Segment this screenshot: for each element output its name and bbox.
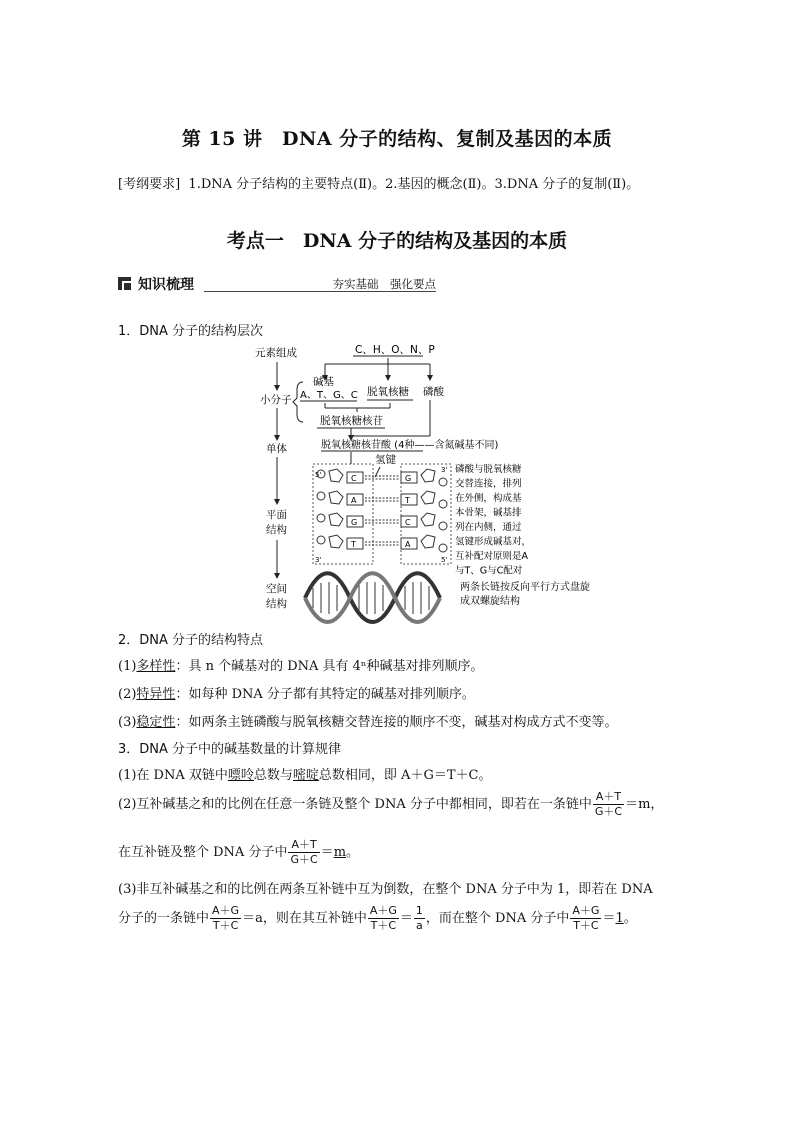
pairing-note-line: 本骨架，碱基排	[455, 507, 522, 519]
heading-base-count-rules: 3．DNA 分子中的碱基数量的计算规律	[118, 742, 342, 757]
sugar-pentagon-left	[329, 469, 343, 482]
pairing-note-line: 互补配对原则是A	[455, 551, 528, 562]
pairing-note-line: 磷酸与脱氧核糖	[455, 464, 522, 475]
base-list: A、T、G、C	[300, 390, 358, 401]
frac-den: T＋C	[370, 919, 397, 932]
end-5-top: 5'	[315, 471, 322, 479]
phosphate-circle-right	[439, 500, 447, 508]
frac-num: A＋T	[593, 790, 624, 805]
section-bar-label: 知识梳理	[138, 277, 194, 293]
feature-text: ：如两条主链磷酸与脱氧核糖交替连接的顺序不变，碱基对构成方式不变等。	[175, 715, 618, 730]
nucleoside-label: 脱氧核糖核苷	[320, 415, 383, 427]
phosphate-circle-right	[439, 522, 447, 530]
pairing-note-line: 交替连接，排列	[455, 478, 522, 490]
feature-key: 多样性	[136, 659, 176, 674]
exam-requirements	[118, 173, 639, 192]
base-letter-left: C	[351, 474, 357, 483]
rule2-eq: ＝m，	[625, 797, 664, 812]
rule-1	[118, 764, 491, 783]
pairing-note-line: 在外侧，构成基	[455, 493, 522, 504]
rule1-a: (1)在 DNA 双链中	[118, 768, 228, 783]
feature-prefix: (1)	[118, 659, 137, 674]
pairing-note	[455, 463, 531, 577]
feature-key: 特异性	[136, 687, 176, 702]
sugar-pentagon-left	[329, 491, 343, 504]
phosphate-circle-right	[439, 478, 447, 486]
feature-diversity	[118, 655, 484, 674]
fraction-at-gc	[288, 838, 319, 867]
frac-den: a	[416, 919, 423, 932]
rule2-line2: 在互补链及整个 DNA 分子中	[118, 845, 288, 860]
rule-3-line-1: (3)非互补碱基之和的比例在两条互补链中互为倒数，在整个 DNA 分子中为 1，即若在 DNA	[118, 882, 653, 897]
rule2-end: 。	[346, 845, 360, 860]
phosphate-circle-left	[317, 536, 325, 544]
rule2-text: (2)互补碱基之和的比例在任意一条链及整个 DNA 分子中都相同，即若在一条链中	[118, 797, 592, 812]
helix-note-1: 两条长链按反向平行方式盘旋	[460, 582, 590, 593]
rule3-answer: 1	[615, 911, 624, 926]
sugar-pentagon-right	[421, 469, 435, 482]
rule1-c: 总数与	[253, 768, 293, 783]
dna-structure-figure	[255, 340, 590, 615]
phosphate-circle-left	[317, 492, 325, 500]
requirements-label: [考纲要求]	[118, 177, 181, 192]
feature-stability	[118, 711, 617, 730]
base-letter-right: T	[405, 496, 410, 505]
base-letter-right: A	[405, 540, 411, 549]
ladder-group	[317, 469, 447, 552]
phosphate-label: 磷酸	[423, 386, 444, 398]
base-letter-right: G	[405, 474, 412, 483]
frac-num: A＋G	[369, 904, 397, 917]
fraction-ag-tc	[210, 904, 241, 933]
level-xiaofenzi: 小分子	[260, 394, 292, 406]
feature-prefix: (3)	[118, 715, 137, 730]
feature-text: ：具 n 个碱基对的 DNA 具有 4ⁿ种碱基对排列顺序。	[175, 659, 484, 674]
rule-3-line-2	[118, 904, 637, 933]
frac-num: A＋G	[572, 904, 600, 917]
nucleotide-label: 脱氧核糖核苷酸 (4种——含氮碱基不同)	[321, 440, 499, 451]
pairing-note-line: 氢键形成碱基对，	[455, 536, 532, 548]
rule1-pyrimidine: 嘧啶	[292, 768, 319, 783]
section-bar	[118, 272, 436, 294]
fraction-one-over-a	[414, 904, 425, 933]
frac-num: A＋G	[212, 904, 240, 917]
frac-num: A＋T	[288, 838, 319, 853]
fraction-ag-tc	[570, 904, 601, 933]
feature-prefix: (2)	[118, 687, 137, 702]
rule2-eq2: ＝	[320, 845, 334, 860]
base-letter-left: T	[351, 540, 356, 549]
level-pingmian-2: 结构	[266, 524, 287, 536]
heading-structure-features: 2．DNA 分子的结构特点	[118, 633, 264, 648]
end-5-bottom: 5'	[441, 556, 448, 564]
rule-2-line-2	[118, 838, 359, 867]
base-label: 碱基	[313, 376, 334, 388]
double-helix-icon	[305, 573, 440, 622]
deoxyribose-label: 脱氧核糖	[367, 386, 409, 398]
level-kongjian-1: 空间	[266, 583, 287, 595]
base-letter-left: G	[351, 518, 358, 527]
base-letter-left: A	[351, 496, 357, 505]
phosphate-circle-right	[439, 544, 447, 552]
sugar-pentagon-right	[421, 513, 435, 526]
heading-structure-levels: 1．DNA 分子的结构层次	[118, 324, 264, 339]
page-title: 第 15 讲 DNA 分子的结构、复制及基因的本质	[181, 128, 613, 150]
rule2-answer: m	[333, 845, 347, 860]
level-pingmian-1: 平面	[266, 509, 287, 521]
rule3-eq2: ＝	[399, 911, 413, 926]
feature-key: 稳定性	[136, 715, 176, 730]
frac-den: G＋C	[594, 805, 623, 818]
pairing-note-line: 与T、G与C配对	[455, 565, 523, 577]
hydrogen-bond-label: 氢键	[375, 454, 396, 466]
pairing-note-line: 列在内侧，通过	[455, 522, 522, 533]
rule3-eq3: ＝	[602, 911, 616, 926]
elements-text: C、H、O、N、P	[355, 344, 435, 356]
frac-den: T＋C	[573, 919, 599, 932]
rule3-mid: ，而在整个 DNA 分子中	[425, 911, 570, 926]
rule3-eq-a: ＝a，则在其互补链中	[242, 911, 367, 926]
rule-2-line-1	[118, 790, 663, 819]
end-3-bottom: 3'	[315, 556, 322, 564]
frac-num: 1	[415, 904, 423, 917]
requirements-text: 1.DNA 分子结构的主要特点(Ⅱ)。2.基因的概念(Ⅱ)。3.DNA 分子的复制(Ⅱ)。	[188, 177, 640, 192]
feature-text: ：如每种 DNA 分子都有其特定的碱基对排列顺序。	[175, 687, 475, 702]
level-danti: 单体	[266, 443, 287, 455]
frac-den: T＋C	[212, 919, 239, 932]
feature-specificity	[118, 683, 475, 702]
fraction-at-gc	[593, 790, 624, 819]
section-title: 考点一 DNA 分子的结构及基因的本质	[226, 230, 568, 252]
section-bar-tag: 夯实基础 强化要点	[332, 277, 436, 291]
level-kongjian-2: 结构	[266, 598, 287, 610]
helix-note-2: 成双螺旋结构	[460, 596, 520, 607]
sugar-pentagon-right	[421, 535, 435, 548]
sugar-pentagon-left	[329, 535, 343, 548]
sugar-pentagon-left	[329, 513, 343, 526]
phosphate-circle-left	[317, 514, 325, 522]
rule3-text: 分子的一条链中	[118, 911, 210, 926]
base-letter-right: C	[405, 518, 411, 527]
rule1-e: 总数相同，即 A＋G＝T＋C。	[318, 768, 492, 783]
frac-den: G＋C	[290, 853, 318, 866]
rule1-purine: 嘌呤	[227, 768, 254, 783]
fraction-ag-tc	[368, 904, 399, 933]
sugar-pentagon-right	[421, 491, 435, 504]
level-yuansu: 元素组成	[255, 347, 297, 359]
end-3-top: 3'	[441, 466, 448, 474]
rule3-end: 。	[623, 911, 637, 926]
